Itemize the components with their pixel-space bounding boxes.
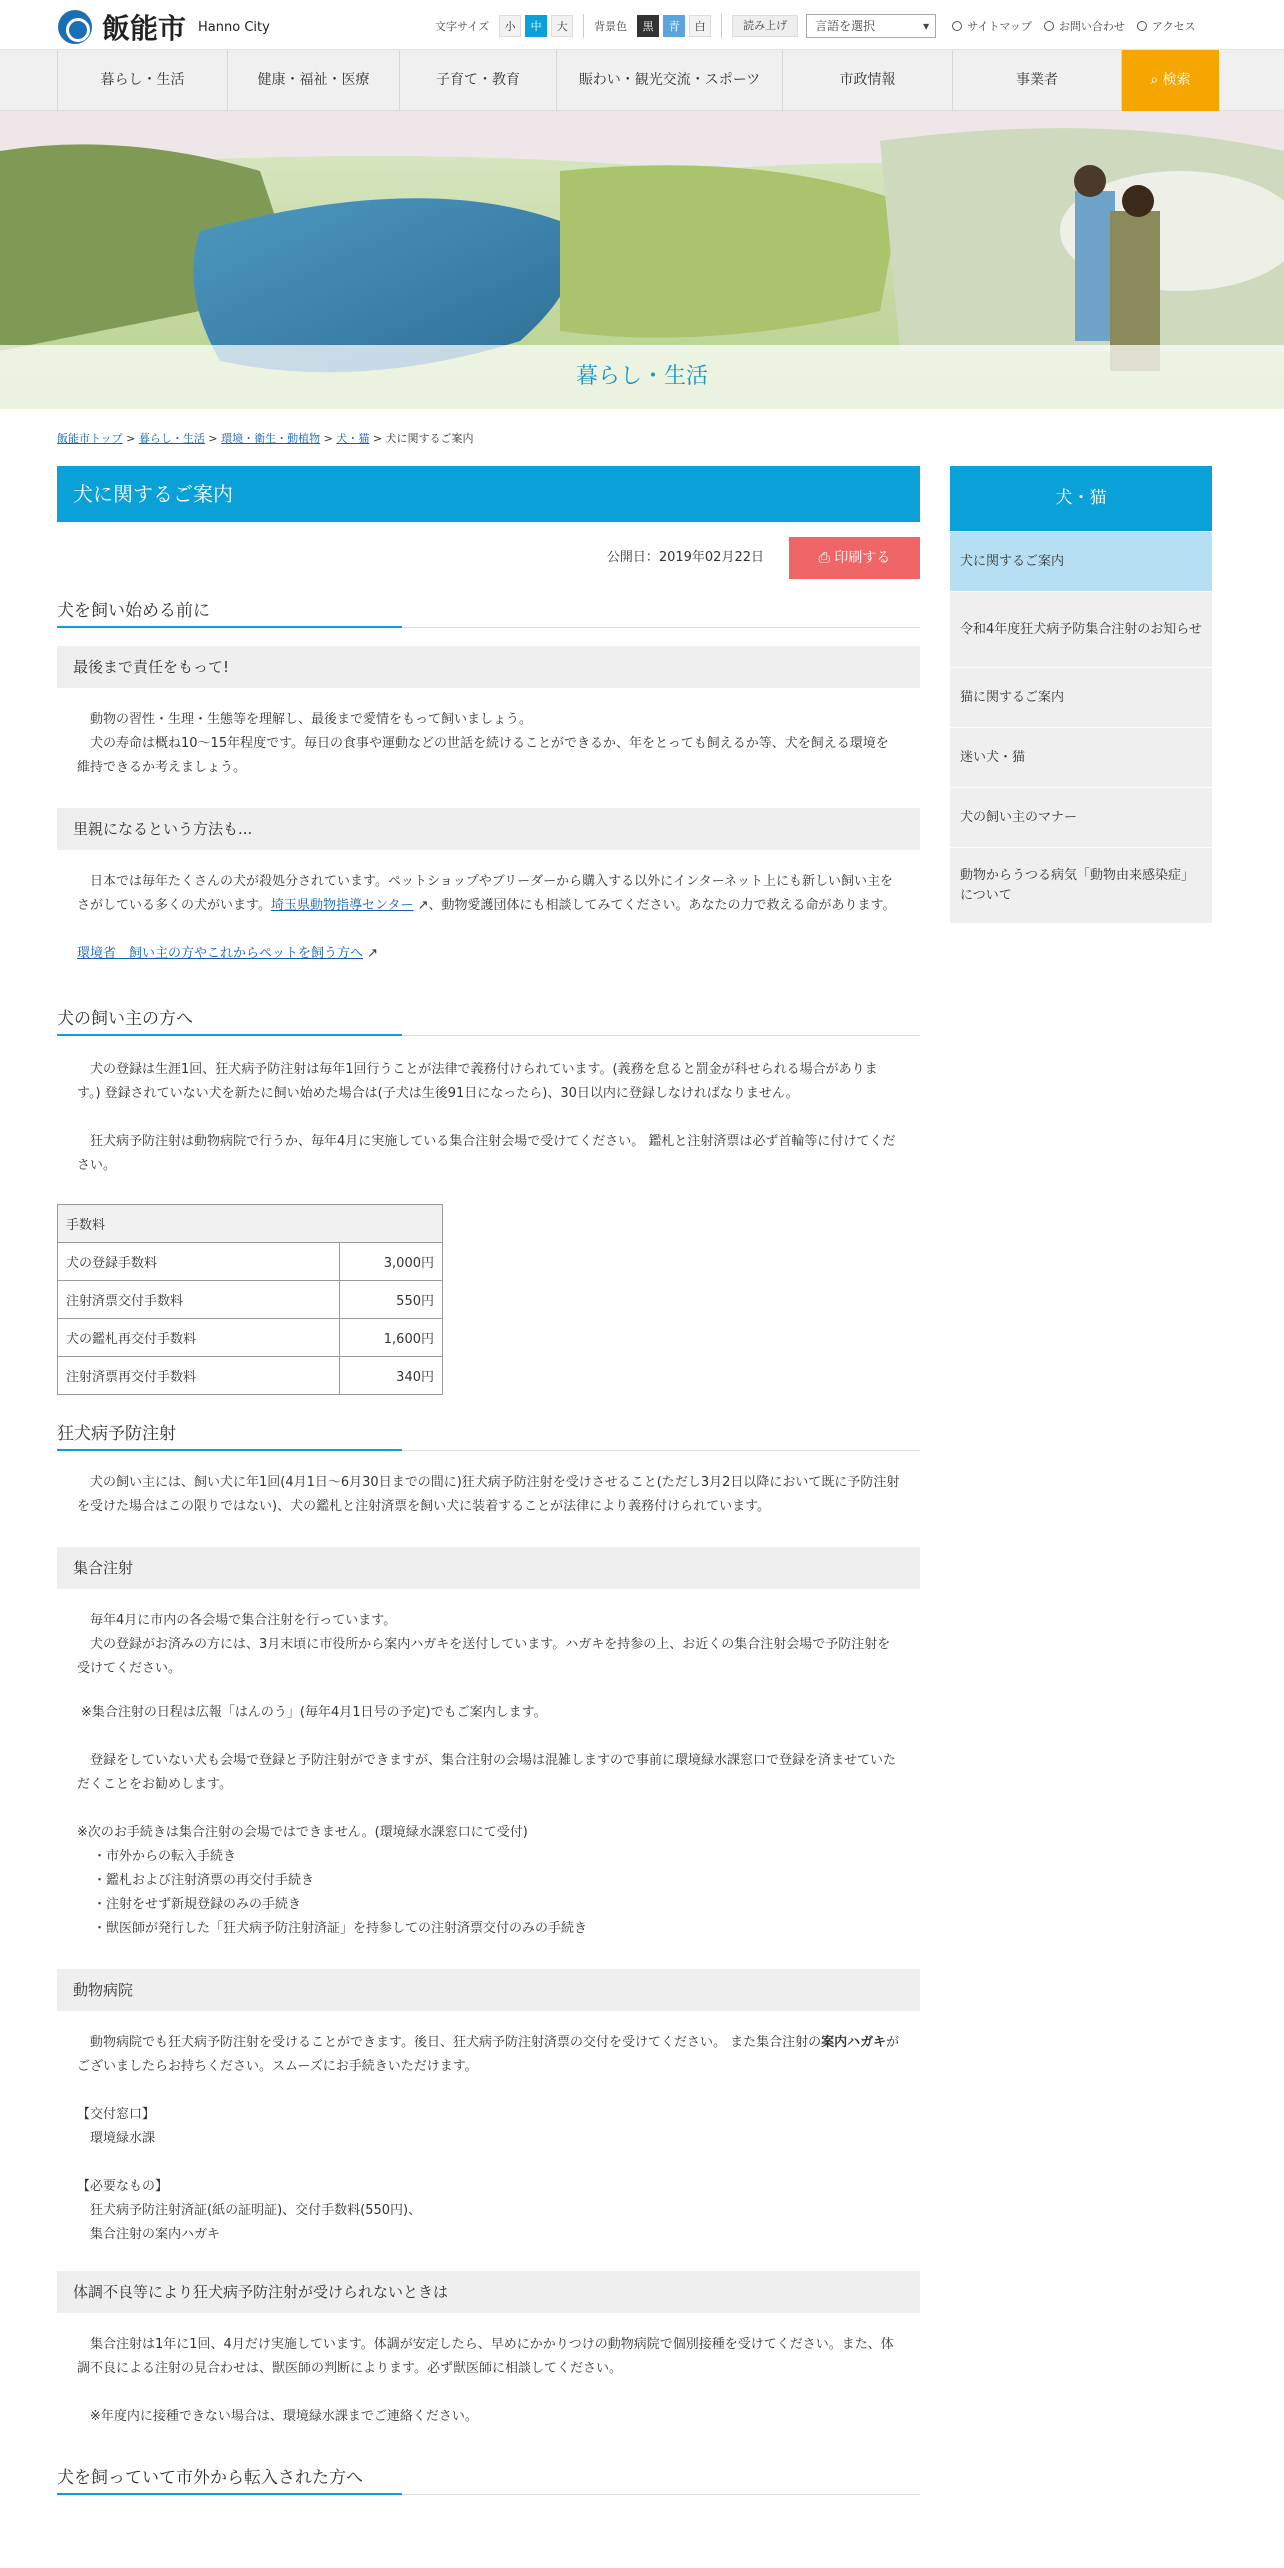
- paragraph: 狂犬病予防注射済証(紙の証明証)、交付手数料(550円)、: [90, 2203, 422, 2218]
- page-title: 犬に関するご案内: [57, 466, 920, 522]
- list-item: ・獣医師が発行した「狂犬病予防注射済証」を持参しての注射済票交付のみの手続き: [93, 1921, 588, 1936]
- bgcolor-label: 背景色: [594, 20, 628, 33]
- section-heading: 狂犬病予防注射: [57, 1419, 920, 1451]
- nav-item-tourism[interactable]: 賑わい・観光交流・スポーツ: [556, 50, 782, 111]
- printer-icon: ⎙: [818, 550, 835, 566]
- subsection-heading: 集合注射: [57, 1547, 920, 1589]
- search-button[interactable]: [1122, 50, 1219, 111]
- breadcrumb: 飯能市トップ > 暮らし・生活 > 環境・衛生・動植物 > 犬・猫 > 犬に関するご案内: [57, 432, 474, 445]
- fontsize-medium-button[interactable]: 中: [525, 15, 547, 37]
- contact-link[interactable]: [1044, 18, 1125, 34]
- chevron-circle-icon: [1137, 21, 1147, 31]
- paragraph: 動物の習性・生理・生態等を理解し、最後まで愛情をもって飼いましょう。: [90, 712, 533, 727]
- nav-item-living[interactable]: 暮らし・生活: [57, 50, 227, 111]
- paragraph: ※次のお手続きは集合注射の会場ではできません。(環境緑水課窓口にて受付): [77, 1825, 528, 1840]
- external-link-icon: ↗: [363, 946, 379, 961]
- chevron-circle-icon: [1044, 21, 1054, 31]
- subsection-heading: 里親になるという方法も...: [57, 808, 920, 850]
- paragraph: 毎年4月に市内の各会場で集合注射を行っています。: [90, 1613, 397, 1628]
- sitemap-label: サイトマップ: [967, 20, 1032, 33]
- sidebar-item-zoonosis[interactable]: 動物からうつる病気「動物由来感染症」について: [950, 847, 1212, 923]
- external-link-icon: ↗: [413, 898, 429, 913]
- bgcolor-white-button[interactable]: 白: [689, 15, 711, 37]
- breadcrumb-dogcat[interactable]: 犬・猫: [336, 432, 370, 445]
- fee-label: 注射済票交付手数料: [58, 1281, 340, 1319]
- section-heading: 犬を飼っていて市外から転入された方へ: [57, 2463, 920, 2495]
- fee-table-header: 手数料: [58, 1205, 443, 1243]
- table-row: [58, 1357, 443, 1395]
- fontsize-small-button[interactable]: 小: [499, 15, 521, 37]
- hero-title: 暮らし・生活: [0, 345, 1284, 409]
- paragraph: 狂犬病予防注射は動物病院で行うか、毎年4月に実施している集合注射会場で受けてください。 鑑札と注射済票は必ず首輪等に付けてください。: [77, 1134, 896, 1173]
- paragraph: 犬の飼い主には、飼い犬に年1回(4月1日～6月30日までの間に)狂犬病予防注射を受けさせること(ただし3月2日以降において既に予防注射を受けた場合はこの限りではない)、犬の鑑札と注射済票を飼い犬に装着することが法律により義務付けられています。: [77, 1475, 900, 1514]
- paragraph: [57, 870, 920, 918]
- language-select[interactable]: 言語を選択 ▾: [806, 14, 936, 38]
- table-row: [58, 1281, 443, 1319]
- nav-item-health[interactable]: 健康・福祉・医療: [227, 50, 399, 111]
- fontsize-large-button[interactable]: 大: [551, 15, 573, 37]
- subsection-heading: 体調不良等により狂犬病予防注射が受けられないときは: [57, 2271, 920, 2313]
- access-label: アクセス: [1151, 20, 1196, 33]
- fee-table: [57, 1204, 443, 1395]
- section-heading: 犬の飼い主の方へ: [57, 1004, 920, 1036]
- nav-item-business[interactable]: 事業者: [952, 50, 1122, 111]
- paragraph: ※集合注射の日程は広報「はんのう」(毎年4月1日号の予定)でもご案内します。: [81, 1705, 547, 1720]
- nav-item-childcare[interactable]: 子育て・教育: [399, 50, 556, 111]
- paragraph: 犬の登録がお済みの方には、3月末頃に市役所から案内ハガキを送付しています。ハガキを持参の上、お近くの集合注射会場で予防注射を受けてください。: [77, 1637, 891, 1676]
- divider: [583, 14, 584, 38]
- list-item: ・市外からの転入手続き: [93, 1849, 237, 1864]
- utility-bar: [435, 14, 1196, 38]
- chevron-circle-icon: [952, 21, 962, 31]
- sitemap-link[interactable]: [952, 18, 1032, 34]
- table-row: [58, 1243, 443, 1281]
- list-item: ・鑑札および注射済票の再交付手続き: [93, 1873, 315, 1888]
- subsection-heading: 動物病院: [57, 1969, 920, 2011]
- subsection-heading: 最後まで責任をもって!: [57, 646, 920, 688]
- main-content: [57, 466, 920, 2495]
- paragraph: [57, 942, 920, 966]
- logo-text-en: Hanno City: [198, 19, 270, 35]
- divider: [721, 14, 722, 38]
- paragraph: ※年度内に接種できない場合は、環境緑水課までご連絡ください。: [90, 2409, 478, 2424]
- site-header: [0, 0, 1284, 50]
- site-logo[interactable]: [58, 7, 270, 47]
- list-item: ・注射をせず新規登録のみの手続き: [93, 1897, 302, 1912]
- fee-value: 340円: [340, 1357, 443, 1395]
- breadcrumb-current: 犬に関するご案内: [385, 432, 474, 445]
- sidebar-item-dog-guide[interactable]: 犬に関するご案内: [950, 531, 1212, 591]
- city-emblem-icon: [58, 10, 92, 44]
- table-row: [58, 1319, 443, 1357]
- paragraph-text: 、動物愛護団体にも相談してみてください。あなたの力で救える命があります。: [428, 898, 896, 913]
- paragraph: 【必要なもの】: [77, 2179, 169, 2194]
- paragraph: [57, 2031, 920, 2079]
- breadcrumb-environment[interactable]: 環境・衛生・動植物: [221, 432, 321, 445]
- sidebar-item-owner-manners[interactable]: 犬の飼い主のマナー: [950, 787, 1212, 847]
- paragraph: 犬の登録は生涯1回、狂犬病予防注射は毎年1回行うことが法律で義務付けられています。(義務を怠ると罰金が科せられる場合があります。) 登録されていない犬を新たに飼い始めた場合は(子犬は生後91日になったら)、30日以内に登録しなければなりません。: [77, 1062, 878, 1101]
- paragraph-text: がございましたらお持ちください。スムーズにお手続きいただけます。: [77, 2035, 900, 2074]
- paragraph-text: 日本では毎年たくさんの犬が殺処分されています。ペットショップやブリーダーから購入する以外にインターネット上にも新しい飼い主をさがしている多くの犬がいます。: [77, 874, 894, 913]
- global-nav: [0, 50, 1284, 111]
- fee-label: 犬の登録手数料: [58, 1243, 340, 1281]
- logo-text-jp: 飯能市: [102, 12, 187, 45]
- paragraph-text: 動物病院でも狂犬病予防注射を受けることができます。後日、狂犬病予防注射済票の交付を受けてください。 また集合注射の: [90, 2035, 822, 2050]
- paragraph: 登録をしていない犬も会場で登録と予防注射ができますが、集合注射の会場は混雑しますので事前に環境緑水課窓口で登録を済ませていただくことをお勧めします。: [77, 1753, 897, 1792]
- sidebar-item-lost-pets[interactable]: 迷い犬・猫: [950, 727, 1212, 787]
- breadcrumb-living[interactable]: 暮らし・生活: [138, 432, 205, 445]
- section-heading: 犬を飼い始める前に: [57, 596, 920, 628]
- paragraph: 環境緑水課: [90, 2131, 156, 2146]
- fee-value: 1,600円: [340, 1319, 443, 1357]
- read-aloud-button[interactable]: 読み上げ: [732, 15, 798, 37]
- sidebar: [950, 466, 1212, 923]
- paragraph: 犬の寿命は概ね10～15年程度です。毎日の食事や運動などの世話を続けることができるか、年をとっても飼えるか等、犬を飼える環境を維持できるか考えましょう。: [77, 736, 889, 775]
- search-icon: ⌕: [1150, 72, 1163, 88]
- bgcolor-black-button[interactable]: 黒: [637, 15, 659, 37]
- fee-label: 注射済票再交付手数料: [58, 1357, 340, 1395]
- published-date: 公開日：2019年02月22日: [606, 550, 764, 565]
- contact-label: お問い合わせ: [1058, 20, 1125, 33]
- fee-value: 3,000円: [340, 1243, 443, 1281]
- sidebar-title: 犬・猫: [950, 466, 1212, 531]
- access-link[interactable]: [1137, 18, 1196, 34]
- fee-value: 550円: [340, 1281, 443, 1319]
- saitama-animal-center-link[interactable]: 埼玉県動物指導センター: [270, 898, 414, 913]
- env-ministry-link[interactable]: 環境省 飼い主の方やこれからペットを飼う方へ: [77, 946, 364, 961]
- paragraph: 集合注射は1年に1回、4月だけ実施しています。体調が安定したら、早めにかかりつけの動物病院で個別接種を受けてください。また、体調不良による注射の見合わせは、獣医師の判断によります。必ず獣医師に相談してください。: [77, 2337, 894, 2376]
- breadcrumb-home[interactable]: 飯能市トップ: [57, 432, 123, 445]
- print-label: 印刷する: [834, 550, 891, 566]
- print-button[interactable]: [789, 537, 920, 579]
- paragraph: 【交付窓口】: [77, 2107, 156, 2122]
- bgcolor-blue-button[interactable]: 青: [663, 15, 685, 37]
- bold-text: 案内ハガキ: [821, 2035, 887, 2050]
- hero-banner: [0, 111, 1284, 409]
- sidebar-item-rabies-notice[interactable]: 令和4年度狂犬病予防集合注射のお知らせ: [950, 591, 1212, 667]
- fontsize-label: 文字サイズ: [435, 20, 490, 33]
- sidebar-item-cat-guide[interactable]: 猫に関するご案内: [950, 667, 1212, 727]
- fee-label: 犬の鑑札再交付手数料: [58, 1319, 340, 1357]
- search-label: 検索: [1162, 72, 1191, 88]
- nav-item-government[interactable]: 市政情報: [782, 50, 952, 111]
- paragraph: 集合注射の案内ハガキ: [90, 2227, 221, 2242]
